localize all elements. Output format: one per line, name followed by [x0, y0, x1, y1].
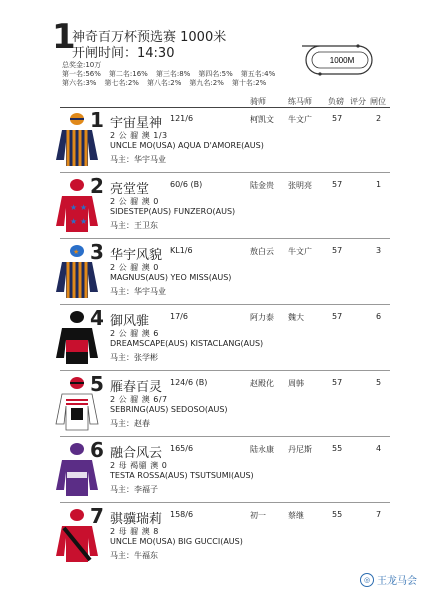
odds-row-2: [62, 78, 266, 88]
draw-position: 7: [376, 510, 382, 519]
draw-position: 3: [376, 246, 382, 255]
odds-7: 第七名:2%: [104, 79, 139, 87]
horse-name: 雁春百灵: [110, 380, 163, 395]
horse-name: 华宇风貌: [110, 248, 163, 263]
entry-divider: [60, 502, 390, 503]
weight: 121/6: [170, 114, 194, 123]
draw-position: 6: [376, 312, 382, 321]
pedigree: MAGNUS(AUS) YEO MISS(AUS): [110, 273, 232, 282]
weight: 158/6: [170, 510, 194, 519]
odds-8: 第八名:2%: [146, 79, 182, 87]
load-weight: 57: [332, 378, 343, 387]
track-label: 1000M: [329, 56, 355, 65]
col-trainer: 练马师: [288, 97, 312, 106]
entry-6: [60, 440, 390, 506]
owner: 马主：王卫东: [110, 221, 158, 230]
weight: 124/6 (B): [170, 378, 208, 387]
owner: 马主：赵春: [110, 419, 150, 428]
horse-name: 宇宙星神: [110, 116, 163, 131]
col-load: 负磅: [328, 97, 344, 106]
load-weight: 57: [332, 246, 343, 255]
draw-position: 2: [376, 114, 382, 123]
jockey-name: 柯凯文: [250, 115, 274, 124]
owner: 马主：李福子: [110, 485, 158, 494]
entry-4: [60, 308, 390, 374]
col-jockey: 骑师: [250, 97, 266, 106]
pedigree: SIDESTEP(AUS) FUNZERO(AUS): [110, 207, 236, 216]
horse-number: 7: [90, 504, 104, 528]
owner: 马主：张学彬: [110, 353, 158, 362]
header-rule: [60, 107, 390, 108]
horse-number: 6: [90, 438, 104, 462]
entry-divider: [60, 436, 390, 437]
jockey-name: 初一: [250, 511, 266, 520]
horse-info: 2 公 骝 澳 1/3: [110, 131, 168, 140]
jockey-name: 阿力泰: [250, 313, 274, 322]
horse-info: 2 公 骝 澳 0: [110, 197, 159, 206]
horse-info: 2 母 褐骝 澳 0: [110, 461, 168, 470]
load-weight: 57: [332, 312, 343, 321]
col-draw: 闸位: [370, 97, 386, 106]
entry-5: [60, 374, 390, 440]
col-rating: 评分: [350, 97, 366, 106]
horse-number: 2: [90, 174, 104, 198]
horse-name: 骐骥瑞莉: [110, 512, 163, 527]
jockey-name: 赵殿化: [250, 379, 274, 388]
horse-name: 亮堂堂: [110, 182, 150, 197]
horse-number: 4: [90, 306, 104, 330]
pedigree: UNCLE MO(USA) AQUA D'AMORE(AUS): [110, 141, 264, 150]
odds-4: 第四名:5%: [198, 70, 233, 78]
jockey-name: 陆永康: [250, 445, 274, 454]
jockey-name: 敖白云: [250, 247, 274, 256]
weight: 17/6: [170, 312, 188, 321]
entry-7: [60, 506, 390, 572]
horse-name: 御风骓: [110, 314, 150, 329]
total-prize: 总奖金:10万: [62, 61, 102, 69]
load-weight: 57: [332, 180, 343, 189]
entry-1: [60, 110, 390, 176]
entry-divider: [60, 304, 390, 305]
horse-info: 2 公 骝 澳 6: [110, 329, 159, 338]
svg-text:★: ★: [80, 203, 88, 212]
start-time: 开闸时间：14:30: [72, 46, 175, 61]
load-weight: 57: [332, 114, 343, 123]
entry-3: [60, 242, 390, 308]
draw-position: 4: [376, 444, 382, 453]
load-weight: 55: [332, 444, 343, 453]
trainer-name: 蔡继: [288, 511, 304, 520]
owner: 马主：华宇马业: [110, 155, 166, 164]
horse-number: 1: [90, 108, 104, 132]
svg-text:★: ★: [70, 203, 78, 212]
brand-name: 王龙马会: [377, 576, 417, 587]
horse-number: 5: [90, 372, 104, 396]
trainer-name: 张明亮: [288, 181, 312, 190]
odds-3: 第三名:8%: [155, 70, 191, 78]
odds-2: 第二名:16%: [108, 70, 148, 78]
trainer-name: 周韩: [288, 379, 304, 388]
pedigree: TESTA ROSSA(AUS) TSUTSUMI(AUS): [110, 471, 254, 480]
horse-info: 2 公 骝 澳 6/7: [110, 395, 168, 404]
trainer-name: 牛文广: [288, 115, 312, 124]
load-weight: 55: [332, 510, 343, 519]
trainer-name: 牛文广: [288, 247, 312, 256]
svg-text:★: ★: [70, 217, 78, 226]
trainer-name: 魏大: [288, 313, 304, 322]
draw-position: 1: [376, 180, 382, 189]
odds-10: 第十名:2%: [231, 79, 267, 87]
pedigree: UNCLE MO(USA) BIG GUCCI(AUS): [110, 537, 243, 546]
entry-divider: [60, 172, 390, 173]
svg-text:★: ★: [80, 217, 88, 226]
odds-1: 第一名:56%: [62, 70, 101, 78]
odds-5: 第五名:4%: [240, 70, 276, 78]
track-diagram-icon: [298, 36, 382, 78]
horse-info: 2 公 骝 澳 0: [110, 263, 159, 272]
owner: 马主：华宇马业: [110, 287, 166, 296]
odds-9: 第九名:2%: [189, 79, 224, 87]
entry-2: [60, 176, 390, 242]
entry-divider: [60, 238, 390, 239]
draw-position: 5: [376, 378, 382, 387]
owner: 马主：牛福东: [110, 551, 158, 560]
jockey-name: 陆金贵: [250, 181, 274, 190]
wechat-icon: ◎: [360, 573, 374, 587]
horse-name: 融合风云: [110, 446, 163, 461]
pedigree: DREAMSCAPE(AUS) KISTACLANG(AUS): [110, 339, 264, 348]
odds-6: 第六名:3%: [62, 79, 97, 87]
weight: 60/6 (B): [170, 180, 203, 189]
horse-info: 2 母 骝 澳 8: [110, 527, 159, 536]
race-title: 神奇百万杯预选赛 1000米: [72, 30, 227, 45]
pedigree: SEBRING(AUS) SEDOSO(AUS): [110, 405, 228, 414]
trainer-name: 丹尼斯: [288, 445, 312, 454]
race-number: 1: [52, 17, 76, 57]
weight: KL1/6: [170, 246, 193, 255]
brand-watermark: [360, 572, 417, 587]
weight: 165/6: [170, 444, 194, 453]
svg-text:★: ★: [73, 248, 80, 256]
horse-number: 3: [90, 240, 104, 264]
entry-divider: [60, 370, 390, 371]
